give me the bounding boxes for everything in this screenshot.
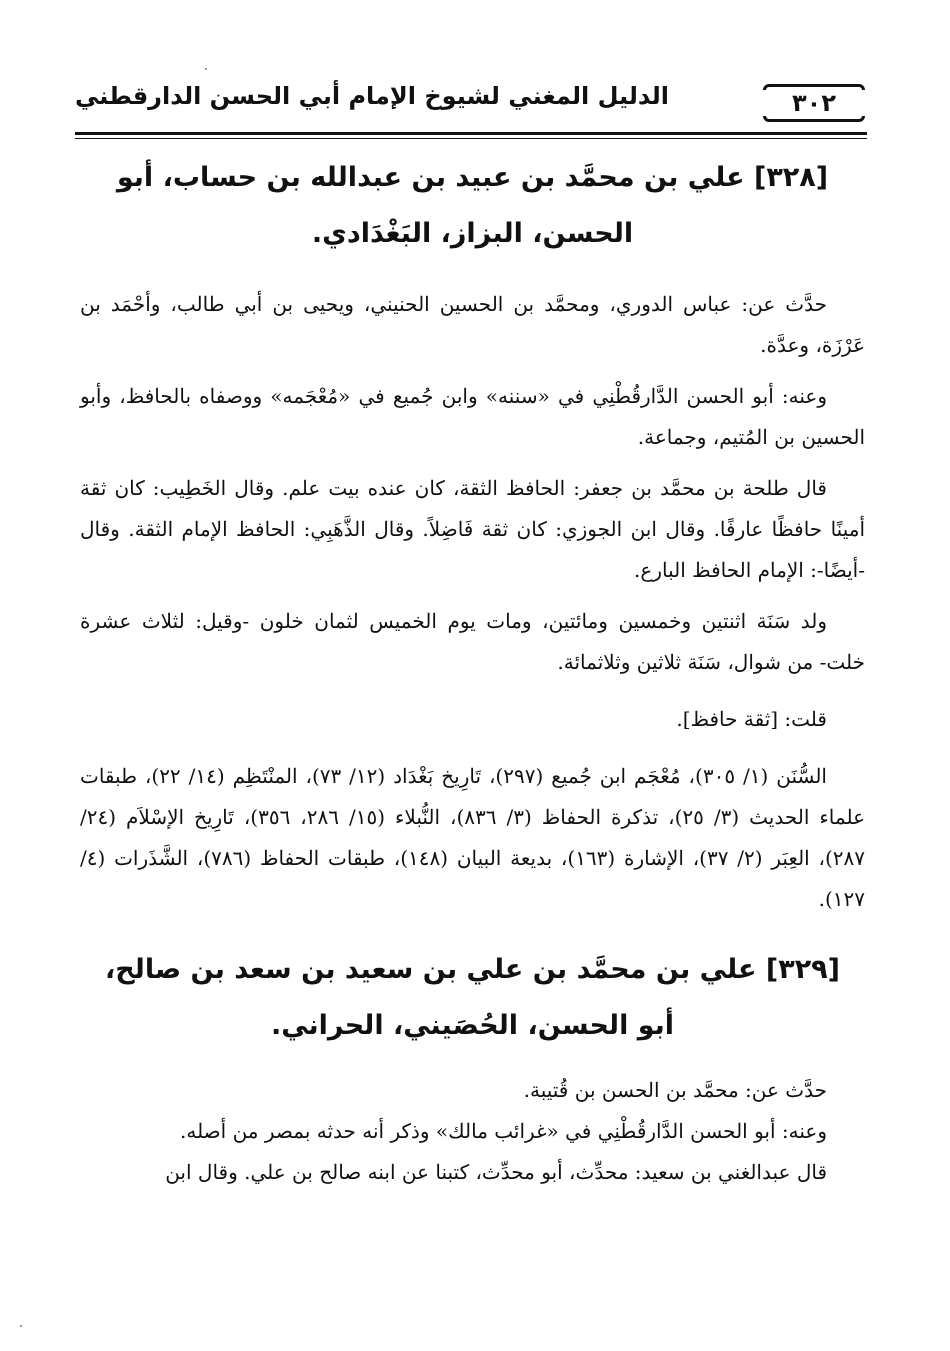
entry-heading-329 (80, 942, 865, 1054)
paragraph-students: وعنه: أبو الحسن الدَّارقُطْنِي في «سننه» وابن جُميع في «مُعْجَمه» ووصفاه بالحافظ، وأبو الحسين بن المُتيم، وجماعة. (80, 384, 865, 449)
scan-speck (205, 68, 207, 70)
paragraph-students: وعنه: أبو الحسن الدَّارقُطْنِي في «غرائب مالك» وذكر أنه حدثه بمصر من أصله. (179, 1119, 827, 1143)
paragraph-teachers: حدَّث عن: عباس الدوري، ومحمَّد بن الحسين الحنيني، ويحيى بن أبي طالب، وأحْمَد بن عَرْزَة، وعدَّة. (80, 292, 865, 357)
paragraph-evaluations: قال طلحة بن محمَّد بن جعفر: الحافظ الثقة، كان عنده بيت علم. وقال الخَطِيب: كان ثقة أمينًا حافظًا عارفًا. وقال ابن الجوزي: كان ثقة فَاضِلاً. وقال الذَّهَبِي: الحافظ الإمام الثقة. وقال -أيضًا-: الإمام الحافظ البارع. (80, 476, 865, 582)
header-rule-thin (75, 138, 867, 139)
page-body (80, 150, 865, 1193)
paragraph-sources: السُّنَن (١/ ٣٠٥)، مُعْجَم ابن جُميع (٢٩٧)، تَارِيخ بَغْدَاد (١٢/ ٧٣)، المنْتَظِم (١٤/ ٢٢)، طبقات علماء الحديث (٣/ ٢٥)، تذكرة الحفاظ (٣/ ٨٣٦)، النُّبلاء (١٥/ ٢٨٦، ٣٥٦)، تَارِيخ الإسْلاَم (٢٤/ ٢٨٧)، العِبَر (٢/ ٣٧)، الإشارة (١٦٣)، بديعة البيان (١٤٨)، طبقات الحفاظ (٧٨٦)، الشَّذَرات (٤/ ١٢٧). (80, 764, 866, 911)
paragraph-birth-death: ولد سَنَة اثنتين وخمسين ومائتين، ومات يوم الخميس لثمان خلون -وقيل: لثلاث عشرة خلت- من شوال، سَنَة ثلاثين وثلاثمائة. (80, 609, 865, 674)
entry-number: [٣٢٨] (753, 162, 829, 193)
entry-number: [٣٢٩] (765, 954, 841, 985)
paragraph-teachers: حدَّث عن: محمَّد بن الحسن بن قُتيبة. (523, 1078, 827, 1102)
running-header (75, 80, 865, 124)
entry-heading-328 (80, 150, 865, 262)
page-number: ٣٠٢ (763, 84, 865, 122)
entry-heading-text: علي بن محمَّد بن عبيد بن عبدالله بن حساب، أبو الحسن، البزاز، البَغْدَادي. (116, 162, 745, 249)
paragraph-evaluations: قال عبدالغني بن سعيد: محدِّث، أبو محدِّث، كتبنا عن ابنه صالح بن علي. وقال ابن (165, 1160, 827, 1184)
scan-speck (20, 1325, 22, 1327)
header-rule (75, 132, 867, 135)
paragraph-verdict: قلت: [ثقة حافظ]. (676, 707, 827, 731)
entry-heading-text: علي بن محمَّد بن علي بن سعيد بن سعد بن صالح، أبو الحسن، الحُصَيني، الحراني. (104, 954, 757, 1041)
book-title: الدليل المغني لشيوخ الإمام أبي الحسن الدارقطني (75, 82, 669, 110)
